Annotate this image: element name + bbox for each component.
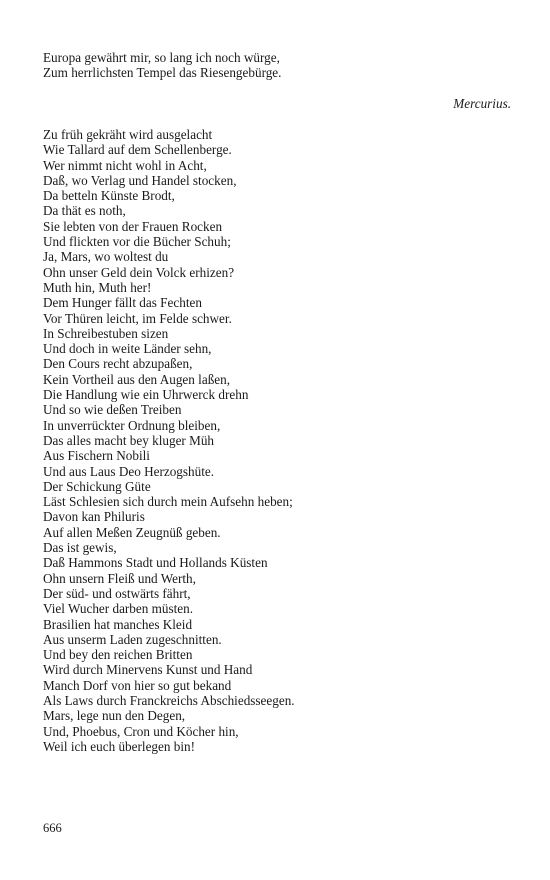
verse-line: Muth hin, Muth her! [43, 279, 152, 295]
verse-line: Ohn unsern Fleiß und Werth, [43, 570, 196, 586]
verse-line: Läst Schlesien sich durch mein Aufsehn heben; [43, 494, 293, 510]
verse-line: Da betteln Künste Brodt, [43, 188, 175, 204]
verse-line: Europa gewährt mir, so lang ich noch würge, [43, 50, 280, 65]
verse-line: Da thät es noth, [43, 203, 126, 219]
verse-line: Viel Wucher darben müsten. [43, 601, 194, 617]
verse-line: Und flickten vor die Bücher Schuh; [43, 234, 231, 250]
verse-line: Und bey den reichen Britten [43, 647, 193, 663]
verse-line: Daß Hammons Stadt und Hollands Küsten [43, 555, 268, 571]
verse-line: Kein Vortheil aus den Augen laßen, [43, 371, 231, 387]
verse-line: Der süd- und ostwärts fährt, [43, 585, 191, 601]
verse-line: Und, Phoebus, Cron und Köcher hin, [43, 723, 239, 739]
verse-line: Auf allen Meßen Zeugnüß geben. [43, 524, 221, 540]
verse-line: Mars, lege nun den Degen, [43, 708, 186, 724]
verse-line: In unverrückter Ordnung bleiben, [43, 417, 221, 433]
verse-line: Vor Thüren leicht, im Felde schwer. [43, 310, 232, 326]
verse-line: Und aus Laus Deo Herzogshüte. [43, 463, 215, 479]
verse-line: In Schreibestuben sizen [43, 325, 169, 341]
verse-line: Und doch in weite Länder sehn, [43, 341, 212, 357]
verse-line: Aus Fischern Nobili [43, 448, 150, 464]
verse-line: Ohn unser Geld dein Volck erhizen? [43, 264, 235, 280]
verse-line: Zu früh gekräht wird ausgelacht [43, 127, 213, 142]
verse-line: Wie Tallard auf dem Schellenberge. [43, 142, 232, 158]
verse-line: Das ist gewis, [43, 540, 117, 556]
verse-line: Und so wie deßen Treiben [43, 402, 182, 418]
verse-line: Dem Hunger fällt das Fechten [43, 295, 202, 311]
verse-line: Sie lebten von der Frauen Rocken [43, 218, 223, 234]
verse-line: Das alles macht bey kluger Müh [43, 432, 215, 448]
verse-line: Wer nimmt nicht wohl in Acht, [43, 157, 207, 173]
verse-line: Davon kan Philuris [43, 509, 145, 525]
verse-line: Weil ich euch überlegen bin! [43, 738, 195, 754]
verse-line: Die Handlung wie ein Uhrwerck drehn [43, 387, 249, 403]
verse-line: Als Laws durch Franckreichs Abschiedsseegen. [43, 692, 295, 708]
opening-stanza [43, 50, 513, 81]
verse-line: Zum herrlichsten Tempel das Riesengebürge. [43, 65, 282, 81]
page-number: 666 [43, 821, 62, 835]
verse-line: Aus unserm Laden zugeschnitten. [43, 631, 222, 647]
speaker-heading: Mercurius. [453, 96, 511, 111]
verse-line: Brasilien hat manches Kleid [43, 616, 193, 632]
verse-line: Manch Dorf von hier so gut bekand [43, 677, 232, 693]
verse-line: Der Schickung Güte [43, 478, 151, 494]
verse-line: Den Cours recht abzupaßen, [43, 356, 193, 372]
verse-block [43, 127, 513, 754]
verse-line: Ja, Mars, wo woltest du [43, 249, 169, 265]
verse-line: Daß, wo Verlag und Handel stocken, [43, 172, 237, 188]
verse-line: Wird durch Minervens Kunst und Hand [43, 662, 253, 678]
